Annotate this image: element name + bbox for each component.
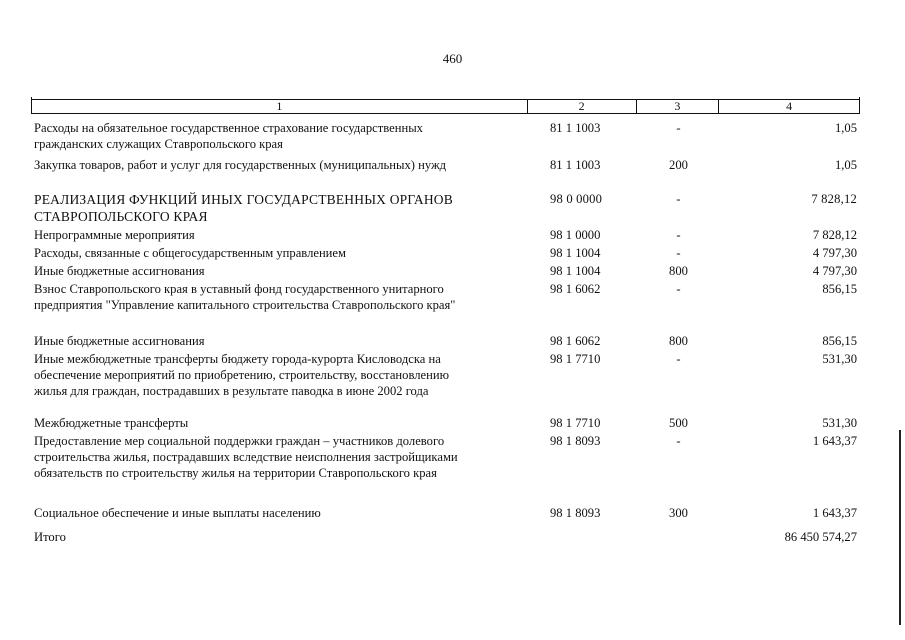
row-code: 81 1 1003	[550, 121, 601, 135]
table-row	[31, 505, 860, 521]
row-code: 98 1 1004	[550, 264, 601, 278]
row-description	[31, 245, 528, 261]
row-description	[31, 333, 528, 349]
table-header	[31, 99, 860, 114]
row-type: 200	[669, 158, 688, 172]
desc-line: СТАВРОПОЛЬСКОГО КРАЯ	[34, 209, 208, 224]
table-row	[31, 120, 860, 152]
row-code: 98 0 0000	[550, 192, 603, 206]
row-type: 800	[669, 334, 688, 348]
row-type: -	[676, 192, 681, 206]
row-amount: 4 797,30	[812, 246, 857, 260]
table-body	[31, 120, 860, 545]
desc-line: Предоставление мер социальной поддержки граждан – участников долевого	[34, 434, 445, 448]
desc-line: жилья для граждан, пострадавших в результате паводка в июне 2002 года	[34, 384, 429, 398]
row-code: 98 1 8093	[550, 434, 601, 448]
desc-line: Иные бюджетные ассигнования	[34, 334, 205, 348]
row-amount: 531,30	[822, 352, 857, 366]
table-row	[31, 333, 860, 349]
row-type: -	[676, 228, 681, 242]
table-row	[31, 245, 860, 261]
row-code: 98 1 7710	[550, 352, 601, 366]
desc-line: предприятия "Управление капитального строительства Ставропольского края"	[34, 298, 456, 312]
row-code: 98 1 7710	[550, 416, 601, 430]
desc-line: Закупка товаров, работ и услуг для государственных (муниципальных) нужд	[34, 158, 447, 172]
table-row	[31, 415, 860, 431]
table-row-section-heading	[31, 191, 860, 225]
desc-line: Расходы на обязательное государственное страхование государственных	[34, 121, 423, 135]
table-row	[31, 433, 860, 481]
table-row	[31, 157, 860, 173]
row-amount: 4 797,30	[812, 264, 857, 278]
desc-line: Иные межбюджетные трансферты бюджету города-курорта Кисловодска на	[34, 352, 441, 366]
row-description	[31, 351, 528, 399]
header-cell-2: 2	[528, 100, 637, 113]
row-amount: 7 828,12	[811, 192, 857, 206]
total-amount: 86 450 574,27	[784, 530, 857, 544]
row-description	[31, 281, 528, 313]
row-description	[31, 263, 528, 279]
desc-line: строительства жилья, пострадавших вследствие неисполнения застройщиками	[34, 450, 458, 464]
row-amount: 1,05	[834, 158, 857, 172]
row-amount: 7 828,12	[812, 228, 857, 242]
row-type: -	[676, 121, 681, 135]
row-amount: 531,30	[822, 416, 857, 430]
row-type: -	[676, 434, 681, 448]
row-type: -	[676, 352, 681, 366]
desc-line: гражданских служащих Ставропольского края	[34, 137, 283, 151]
table-row	[31, 351, 860, 399]
desc-line: Расходы, связанные с общегосударственным управлением	[34, 246, 346, 260]
row-code: 81 1 1003	[550, 158, 601, 172]
desc-line: Взнос Ставропольского края в уставный фонд государственного унитарного	[34, 282, 444, 296]
header-cell-4: 4	[786, 99, 793, 113]
row-type: -	[676, 282, 681, 296]
scan-edge-line	[899, 430, 901, 625]
row-code: 98 1 6062	[550, 282, 601, 296]
row-description	[31, 415, 528, 431]
desc-line: Социальное обеспечение и иные выплаты населению	[34, 506, 321, 520]
header-cell-1: 1	[32, 100, 528, 113]
row-type: 300	[669, 506, 688, 520]
row-amount: 1 643,37	[812, 434, 857, 448]
row-description	[31, 505, 528, 521]
row-code: 98 1 8093	[550, 506, 601, 520]
header-cell-3: 3	[637, 100, 720, 113]
desc-line: Непрограммные мероприятия	[34, 228, 195, 242]
table-row	[31, 227, 860, 243]
total-label: Итого	[34, 530, 66, 544]
row-description	[31, 157, 528, 173]
row-amount: 856,15	[822, 334, 857, 348]
row-type: -	[676, 246, 681, 260]
row-type: 500	[669, 416, 688, 430]
row-description	[31, 227, 528, 243]
row-amount: 1 643,37	[812, 506, 857, 520]
table-row	[31, 263, 860, 279]
row-amount: 1,05	[834, 121, 857, 135]
table-row-total	[31, 529, 860, 545]
row-code: 98 1 1004	[550, 246, 601, 260]
desc-line: Межбюджетные трансферты	[34, 416, 189, 430]
desc-line: РЕАЛИЗАЦИЯ ФУНКЦИЙ ИНЫХ ГОСУДАРСТВЕННЫХ ОРГАНОВ	[34, 192, 453, 207]
desc-line: Иные бюджетные ассигнования	[34, 264, 205, 278]
row-code: 98 1 0000	[550, 228, 601, 242]
row-description	[31, 433, 528, 481]
row-amount: 856,15	[822, 282, 857, 296]
desc-line: обязательств по строительству жилья на территории Ставропольского края	[34, 466, 437, 480]
row-description	[31, 191, 528, 225]
desc-line: обеспечение мероприятий по приобретению, строительству, восстановлению	[34, 368, 449, 382]
table-row	[31, 281, 860, 313]
page-number: 460	[442, 51, 463, 66]
row-code: 98 1 6062	[550, 334, 601, 348]
row-description	[31, 120, 528, 152]
row-type: 800	[669, 264, 688, 278]
